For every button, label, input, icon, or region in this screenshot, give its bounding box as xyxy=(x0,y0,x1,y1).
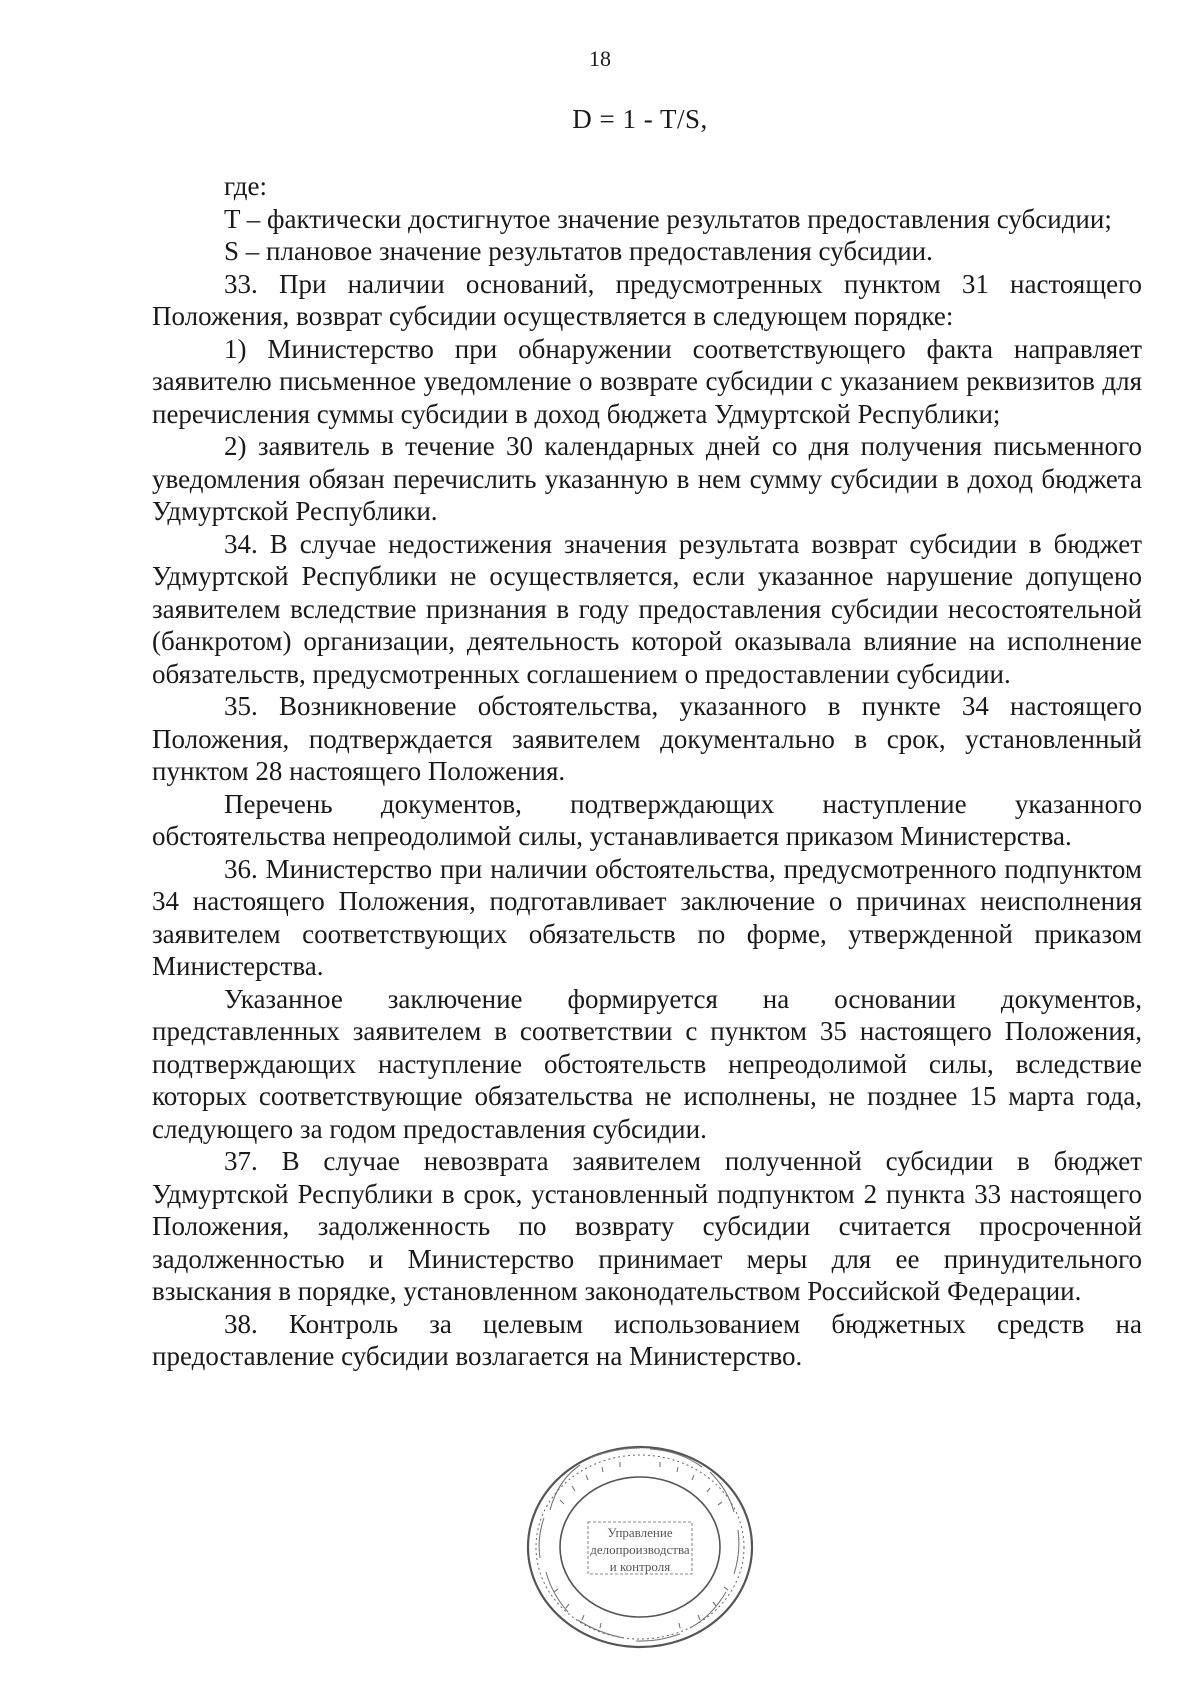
seal-line-2: делопроизводства xyxy=(590,1542,690,1557)
seal-graphic xyxy=(520,1440,760,1655)
paragraph-36: 36. Министерство при наличии обстоятельства, предусмотренного подпунктом 34 настоящего Положения, подготавливает заключение о причинах неисполнения заявителем соответствующих обязательств по форме, утвержденной приказом Министерства. xyxy=(152,853,1142,981)
paragraph-definition-t: T – фактически достигнутое значение результатов предоставления субсидии; xyxy=(224,203,1112,234)
paragraph-36-conclusion: Указанное заключение формируется на основании документов, представленных заявителем в соответствии с пунктом 35 настоящего Положения, подтверждающих наступление обстоятельств непреодолимой силы, вследствие которых соответствующие обязательства не исполнены, не позднее 15 марта года, следующего за годом предоставления субсидии. xyxy=(152,983,1142,1144)
seal-line-1: Управление xyxy=(607,1525,673,1540)
paragraph-38: 38. Контроль за целевым использованием бюджетных средств на предоставление субсидии возлагается на Министерство. xyxy=(152,1308,1142,1371)
paragraph-34: 34. В случае недостижения значения результата возврат субсидии в бюджет Удмуртской Республики не осуществляется, если указанное нарушение допущено заявителем вследствие признания в году предоставления субсидии несостоятельной (банкротом) организации, деятельность которой оказывала влияние на исполнение обязательств, предусмотренных соглашением о предоставлении субсидии. xyxy=(152,528,1142,689)
paragraph-33-1: 1) Министерство при обнаружении соответствующего факта направляет заявителю письменное уведомление о возврате субсидии с указанием реквизитов для перечисления суммы субсидии в доход бюджета Удмуртской Республики; xyxy=(152,333,1142,429)
paragraph-37: 37. В случае невозврата заявителем полученной субсидии в бюджет Удмуртской Республики в срок, установленный подпунктом 2 пункта 33 настоящего Положения, задолженность по возврату субсидии считается просроченной задолженностью и Министерство принимает меры для ее принудительного взыскания в порядке, установленном законодательством Российской Федерации. xyxy=(152,1146,1142,1306)
paragraph-33: 33. При наличии оснований, предусмотренных пунктом 31 настоящего Положения, возврат субсидии осуществляется в следующем порядке: xyxy=(152,268,1142,331)
official-seal-stamp xyxy=(520,1440,760,1655)
page-number: 18 xyxy=(589,46,611,71)
seal-line-3: и контроля xyxy=(609,1559,671,1574)
document-body xyxy=(152,170,1142,1373)
formula: D = 1 - T/S, xyxy=(572,104,708,134)
paragraph-33-2: 2) заявитель в течение 30 календарных дней со дня получения письменного уведомления обязан перечислить указанную в нем сумму субсидии в доход бюджета Удмуртской Республики. xyxy=(152,431,1142,526)
paragraph-35-documents: Перечень документов, подтверждающих наступление указанного обстоятельства непреодолимой силы, устанавливается приказом Министерства. xyxy=(152,788,1142,851)
paragraph-35: 35. Возникновение обстоятельства, указанного в пункте 34 настоящего Положения, подтверждается заявителем документально в срок, установленный пунктом 28 настоящего Положения. xyxy=(152,691,1142,786)
paragraph-where: где: xyxy=(224,171,267,201)
paragraph-definition-s: S – плановое значение результатов предоставления субсидии. xyxy=(224,236,933,266)
